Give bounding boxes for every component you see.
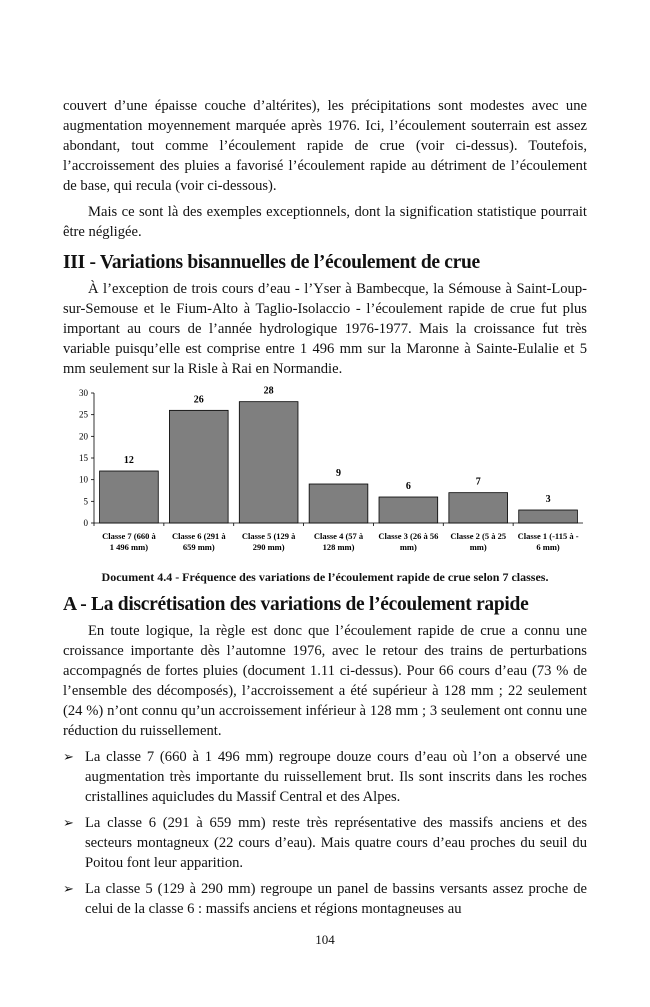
figure-caption: Document 4.4 - Fréquence des variations de l’écoulement rapide de crue selon 7 classes. — [101, 570, 549, 584]
data-label: 9 — [336, 468, 341, 479]
data-label: 6 — [405, 481, 411, 492]
category-label: Classe 3 (26 à 56 — [378, 531, 439, 541]
bar-chart-svg — [63, 385, 587, 569]
category-label: Classe 4 (57 à — [313, 531, 364, 541]
paragraph: Mais ce sont là des exemples exceptionnels, dont la signification statistique pourrait être négligée. — [63, 204, 587, 240]
y-tick-label: 20 — [79, 431, 88, 442]
section-heading: III - Variations bisannuelles de l’écoulement de crue — [63, 252, 480, 273]
category-label: Classe 5 (129 à — [241, 531, 296, 541]
bar — [449, 493, 508, 523]
category-label: 6 mm) — [536, 542, 560, 552]
category-label: Classe 7 (660 à — [102, 531, 156, 541]
bar — [309, 484, 368, 523]
arrowhead-bullet-icon: ➢ — [63, 815, 74, 830]
category-label: Classe 1 (-115 à - — [517, 531, 579, 541]
bar — [519, 510, 578, 523]
category-label: 128 mm) — [322, 542, 355, 552]
list-item-text: La classe 7 (660 à 1 496 mm) regroupe douze cours d’eau où l’on a observé une augmentation très importante du ruissellement brut. Ils sont inscrits dans les roches cristallines aquicludes du Massif Central et des Alpes. — [85, 749, 587, 805]
category-label: 659 mm) — [182, 542, 215, 552]
section-heading: A - La discrétisation des variations de l’écoulement rapide — [63, 594, 529, 615]
page-number: 104 — [315, 932, 335, 947]
data-label: 28 — [263, 385, 274, 397]
y-tick-label: 25 — [79, 409, 88, 420]
arrowhead-bullet-icon: ➢ — [63, 881, 74, 896]
category-label: 290 mm) — [252, 542, 285, 552]
y-tick-label: 15 — [79, 453, 88, 463]
bar-chart — [63, 385, 587, 569]
list-item-text: La classe 5 (129 à 290 mm) regroupe un panel de bassins versants assez proche de celui de la classe 6 : massifs anciens et régions montagneuses au — [85, 881, 587, 917]
bar — [379, 497, 438, 523]
paragraph: couvert d’une épaisse couche d’altérites), les précipitations sont modestes avec une augmentation moyennement marquée après 1976. Ici, l’écoulement souterrain est assez abondant, tout comme l’écoulement rapide de crue (voir ci-dessus). Toutefois, l’accroissement des pluies a favorisé l’écoulement rapide au détriment de l’écoulement de base, qui recula (voir ci-dessous). — [63, 98, 587, 194]
y-tick-label: 0 — [83, 518, 88, 528]
arrowhead-bullet-icon: ➢ — [63, 749, 74, 764]
y-tick-label: 10 — [79, 474, 88, 485]
bar — [239, 402, 298, 523]
data-label: 7 — [475, 476, 481, 488]
y-tick-label: 5 — [83, 496, 88, 507]
bar — [100, 471, 159, 523]
list-item — [63, 879, 587, 919]
list-item-text: La classe 6 (291 à 659 mm) reste très représentative des massifs anciens et des secteurs montagneux (22 cours d’eau). Mais quatre cours d’eau proches du seuil du Poitou font leur apparition. — [85, 815, 587, 871]
list-item — [63, 813, 587, 873]
paragraph: En toute logique, la règle est donc que l’écoulement rapide de crue a connu une croissance importante dès l’automne 1976, avec le retour des trains de perturbations accompagnés de fortes pluies (document 1.11 ci-dessus). Pour 66 cours d’eau (73 % de l’ensemble des décomposés), l’accroissement a été supérieur à 128 mm ; 22 seulement (24 %) n’ont connu qu’un accroissement inférieur à 128 mm ; 3 seulement ont connu une réduction du ruissellement. — [63, 623, 587, 739]
data-label: 26 — [193, 394, 204, 406]
category-label: 1 496 mm) — [109, 542, 149, 552]
data-label: 3 — [545, 494, 551, 505]
data-label: 12 — [123, 455, 134, 466]
category-label: Classe 2 (5 à 25 — [450, 531, 507, 541]
bar — [169, 410, 228, 523]
category-label: Classe 6 (291 à — [171, 531, 226, 541]
document-page — [63, 96, 587, 919]
paragraph: À l’exception de trois cours d’eau - l’Yser à Bambecque, la Sémouse à Saint-Loup-sur-Semouse et le Fium-Alto à Taglio-Isolaccio - l’écoulement rapide de crue fut plus important au cours de l’année hydrologique 1976-1977. Mais la croissance fut très variable puisqu’elle est comprise entre 1 496 mm sur la Maronne à Sainte-Eulalie et 5 mm seulement sur la Risle à Rai en Normandie. — [63, 281, 587, 377]
category-label: mm) — [399, 542, 417, 552]
list-item — [63, 747, 587, 807]
y-tick-label: 30 — [79, 388, 88, 398]
category-label: mm) — [469, 542, 487, 552]
